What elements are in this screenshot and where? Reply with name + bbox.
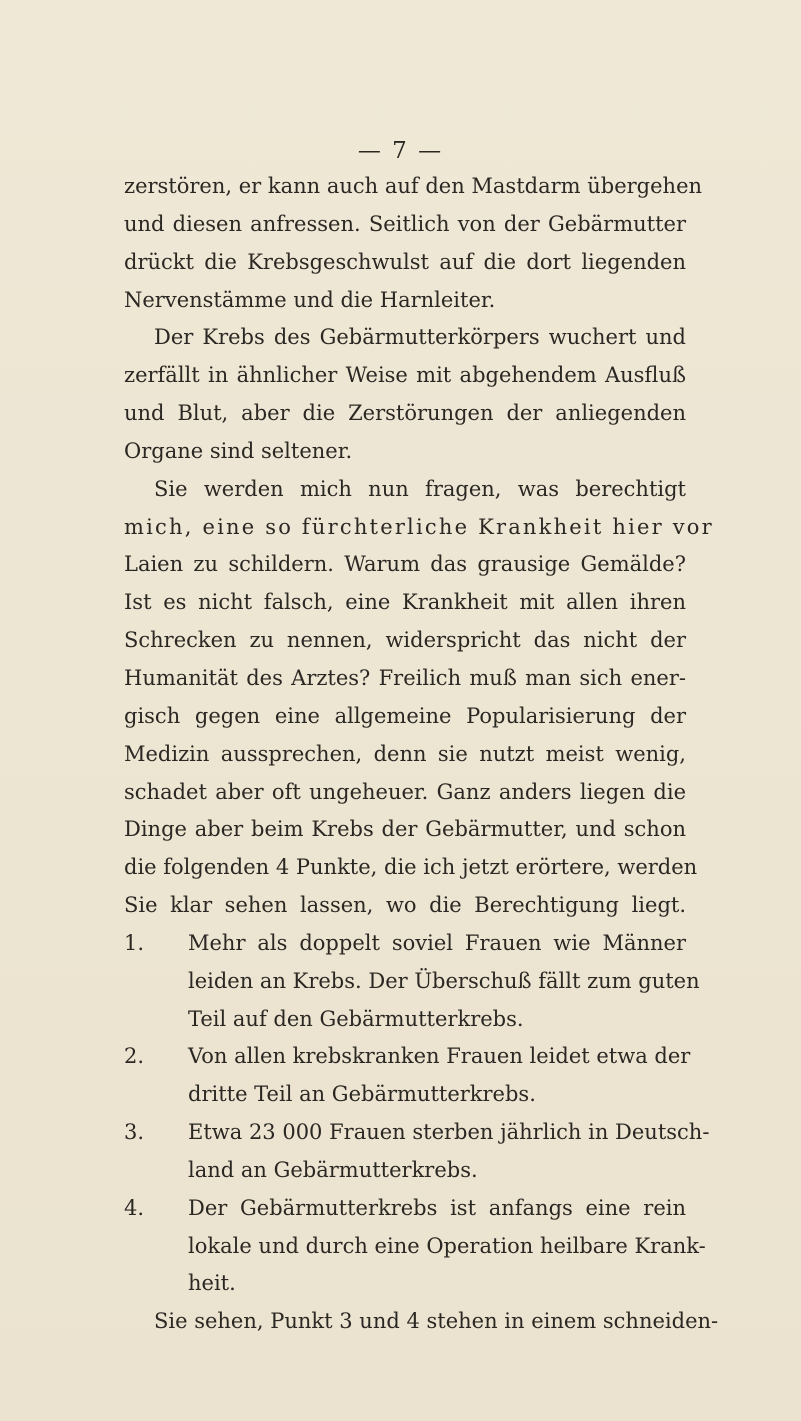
text-line: Der Krebs des Gebärmutterkörpers wuchert und [154, 325, 686, 350]
text-line: Sie sehen, Punkt 3 und 4 stehen in einem schneiden- [154, 1309, 719, 1334]
text-line: und Blut, aber die Zerstörungen der anliegenden [124, 401, 686, 426]
text-line: zerstören, er kann auch auf den Mastdarm übergehen [124, 174, 703, 198]
text-line: Der Gebärmutterkrebs ist anfangs eine rein [188, 1195, 686, 1220]
text-line: Etwa 23 000 Frauen sterben jährlich in Deutsch- [188, 1120, 710, 1145]
text-line: gisch gegen eine allgemeine Popularisierung der [124, 703, 686, 728]
list-item [124, 1190, 706, 1304]
text-line: Schrecken zu nennen, widerspricht das nicht der [124, 628, 686, 653]
paragraph-1 [124, 168, 703, 319]
paragraph-3 [124, 471, 714, 925]
text-line: Dinge aber beim Krebs der Gebärmutter, und schon [124, 817, 686, 842]
list-item-number: 2. [124, 1044, 145, 1069]
text-line: land an Gebärmutterkrebs. [188, 1157, 478, 1182]
list-item [124, 1038, 691, 1114]
text-line: Ist es nicht falsch, eine Krankheit mit allen ihren [124, 590, 686, 615]
text-line: Von allen krebskranken Frauen leidet etwa der [188, 1044, 691, 1069]
list-item [124, 925, 700, 1039]
text-line: lokale und durch eine Operation heilbare Krank- [188, 1233, 706, 1258]
paragraph-closing [124, 1303, 719, 1341]
text-line: mich, eine so fürchterliche Krankheit hier vor [124, 514, 714, 539]
text-line: zerfällt in ähnlicher Weise mit abgehendem Ausfluß [124, 363, 686, 388]
numbered-list [124, 925, 710, 1303]
text-line: Sie klar sehen lassen, wo die Berechtigung liegt. [124, 893, 686, 918]
list-item-number: 4. [124, 1195, 145, 1220]
body-text [124, 168, 719, 1341]
text-line: Organe sind seltener. [124, 438, 353, 463]
text-line: Sie werden mich nun fragen, was berechtigt [154, 476, 686, 501]
text-line: dritte Teil an Gebärmutterkrebs. [188, 1082, 536, 1107]
text-line: die folgenden 4 Punkte, die ich jetzt erörtere, werden [124, 855, 698, 880]
text-line: drückt die Krebsgeschwulst auf die dort liegenden [124, 249, 686, 274]
text-line: Teil auf den Gebärmutterkrebs. [188, 1006, 524, 1031]
text-line: heit. [188, 1271, 236, 1296]
list-item-number: 3. [124, 1120, 145, 1145]
paragraph-2 [124, 319, 686, 470]
text-line: Mehr als doppelt soviel Frauen wie Männer [188, 930, 686, 955]
text-line: Humanität des Arztes? Freilich muß man sich ener- [124, 665, 686, 690]
text-line: schadet aber oft ungeheuer. Ganz anders liegen die [124, 779, 686, 804]
text-line: Nervenstämme und die Harnleiter. [124, 287, 496, 312]
list-item [124, 1114, 710, 1190]
text-line: Laien zu schildern. Warum das grausige Gemälde? [124, 552, 686, 577]
list-item-number: 1. [124, 930, 145, 955]
text-line: leiden an Krebs. Der Überschuß fällt zum guten [188, 968, 700, 993]
text-line: und diesen anfressen. Seitlich von der Gebärmutter [124, 211, 686, 236]
text-line: Medizin aussprechen, denn sie nutzt meist wenig, [124, 741, 686, 766]
page-number: — 7 — [357, 138, 444, 164]
